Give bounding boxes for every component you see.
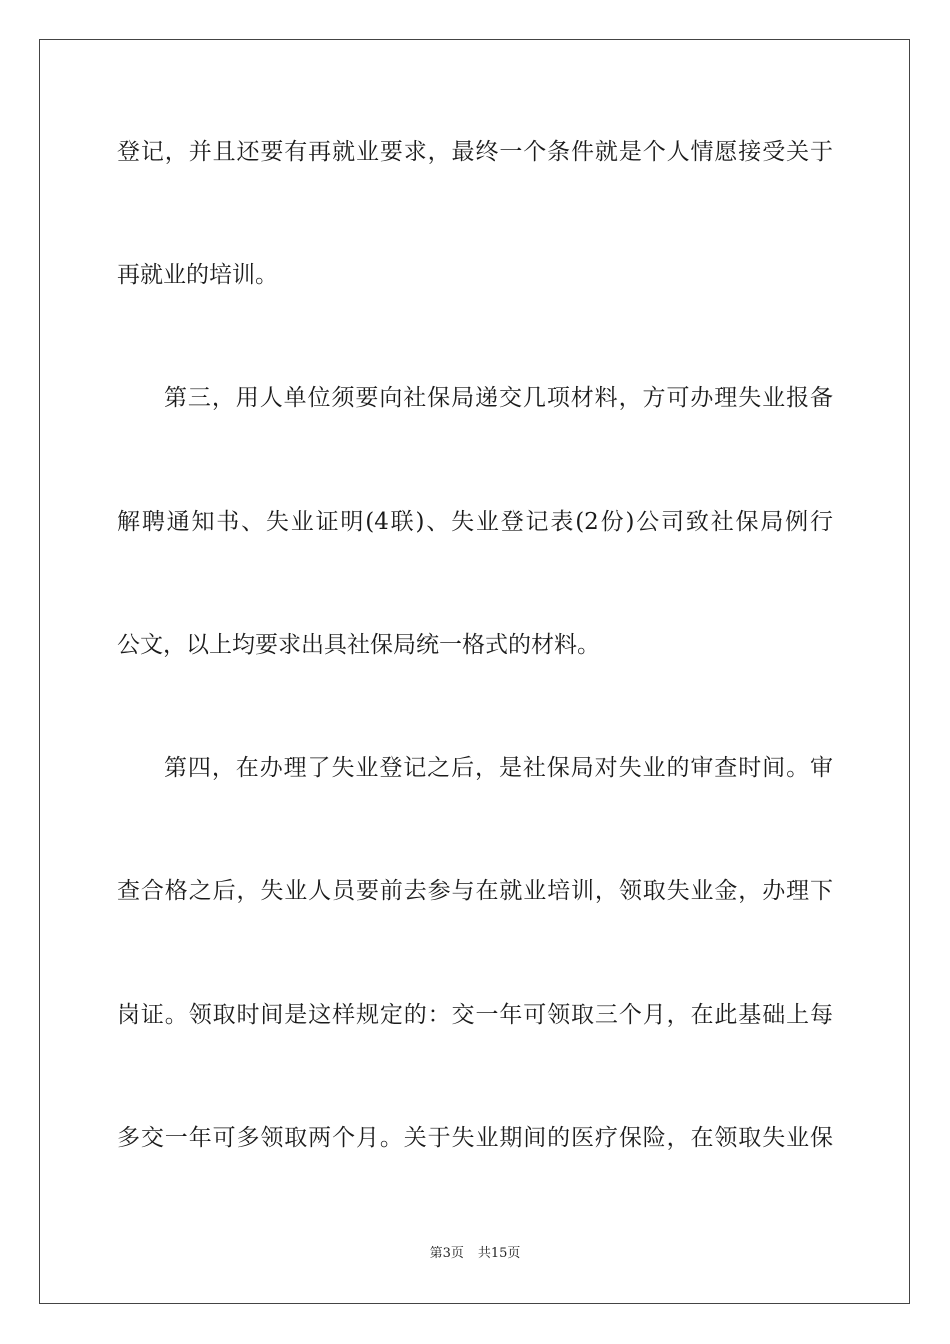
page-border: [39, 39, 910, 1304]
text-line: 公文，以上均要求出具社保局统一格式的材料。: [117, 632, 600, 658]
page-footer: [0, 1245, 950, 1263]
text-line: 第三，用人单位须要向社保局递交几项材料，方可办理失业报备: [164, 385, 833, 411]
text-line: 解聘通知书、失业证明(4联)、失业登记表(2份)公司致社保局例行: [117, 509, 833, 535]
text-line: 再就业的培训。: [117, 262, 278, 288]
text-line: 多交一年可多领取两个月。关于失业期间的医疗保险，在领取失业保: [117, 1125, 833, 1151]
total-pages: 共15页: [477, 1246, 521, 1261]
text-line: 查合格之后，失业人员要前去参与在就业培训，领取失业金，办理下: [117, 878, 833, 904]
text-line: 第四，在办理了失业登记之后，是社保局对失业的审查时间。审: [164, 755, 833, 781]
text-line: 岗证。领取时间是这样规定的：交一年可领取三个月，在此基础上每: [117, 1002, 833, 1028]
text-line: 登记，并且还要有再就业要求，最终一个条件就是个人情愿接受关于: [117, 139, 833, 165]
page-number: 第3页: [429, 1246, 464, 1261]
